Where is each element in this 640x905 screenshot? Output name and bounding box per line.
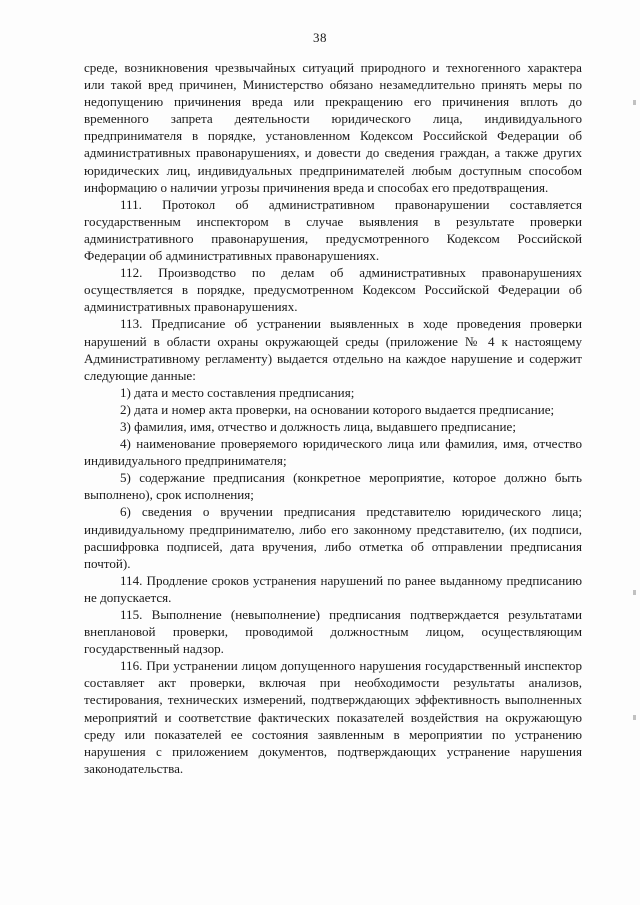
scan-margin-mark xyxy=(633,590,636,595)
paragraph-continuation: среде, возникновения чрезвычайных ситуаций природного и техногенного характера или такой вред причинен, Министерство обязано незамедлительно принять меры по недопущению причинения вреда или прекращению его причинения вплоть до временного запрета деятельности юридического лица, индивидуального предпринимателя в порядке, установленном Кодексом Российской Федерации об административных правонарушениях, и довести до сведения граждан, а также других юридических лиц, индивидуальных предпринимателей любым доступным способом информацию о наличии угрозы причинения вреда и способах его предотвращения. xyxy=(84,60,582,195)
paragraph-113: 113. Предписание об устранении выявленных в ходе проведения проверки нарушений в области охраны окружающей среды (приложение № 4 к настоящему Административному регламенту) выдается отдельно на каждое нарушение и содержит следующие данные: xyxy=(84,316,582,383)
list-item-6: 6) сведения о вручении предписания представителю юридического лица; индивидуальному предпринимателю, либо его законному представителю, (их подписи, расшифровка подписей, дата вручения, либо отметка об отправлении предписания почтой). xyxy=(84,504,582,571)
list-item-1: 1) дата и место составления предписания; xyxy=(120,384,355,400)
list-item-2: 2) дата и номер акта проверки, на основании которого выдается предписание; xyxy=(120,401,555,417)
page-number: 38 xyxy=(313,30,327,45)
list-item-4: 4) наименование проверяемого юридического лица или фамилия, имя, отчество индивидуального предпринимателя; xyxy=(84,436,582,469)
paragraph-116: 116. При устранении лицом допущенного нарушения государственный инспектор составляет акт проверки, включая при необходимости результаты анализов, тестирования, технических измерений, подтверждающих эффективность выполненных мероприятий и соответствие фактических показателей воздействия на окружающую среду или показателей ее состояния заявленным в мероприятии по устранению нарушения с приложением документов, подтверждающих устранение нарушения законодательства. xyxy=(84,658,582,776)
list-item-5: 5) содержание предписания (конкретное мероприятие, которое должно быть выполнено), срок исполнения; xyxy=(84,470,582,503)
scan-margin-mark xyxy=(633,715,636,720)
paragraph-114: 114. Продление сроков устранения нарушений по ранее выданному предписанию не допускается. xyxy=(84,572,582,605)
paragraph-115: 115. Выполнение (невыполнение) предписания подтверждается результатами внеплановой проверки, проводимой должностным лицом, осуществляющим государственный надзор. xyxy=(84,607,582,657)
list-item-3: 3) фамилия, имя, отчество и должность лица, выдавшего предписание; xyxy=(120,418,516,434)
scan-margin-mark xyxy=(633,100,636,105)
document-body xyxy=(84,59,582,777)
paragraph-111: 111. Протокол об административном правонарушении составляется государственным инспектором в случае выявления в результате проверки административного правонарушения, предусмотренного Кодексом Российской Федерации об административных правонарушениях. xyxy=(84,196,582,264)
paragraph-112: 112. Производство по делам об административных правонарушениях осуществляется в порядке, предусмотренном Кодексом Российской Федерации об административных правонарушениях. xyxy=(84,265,582,315)
